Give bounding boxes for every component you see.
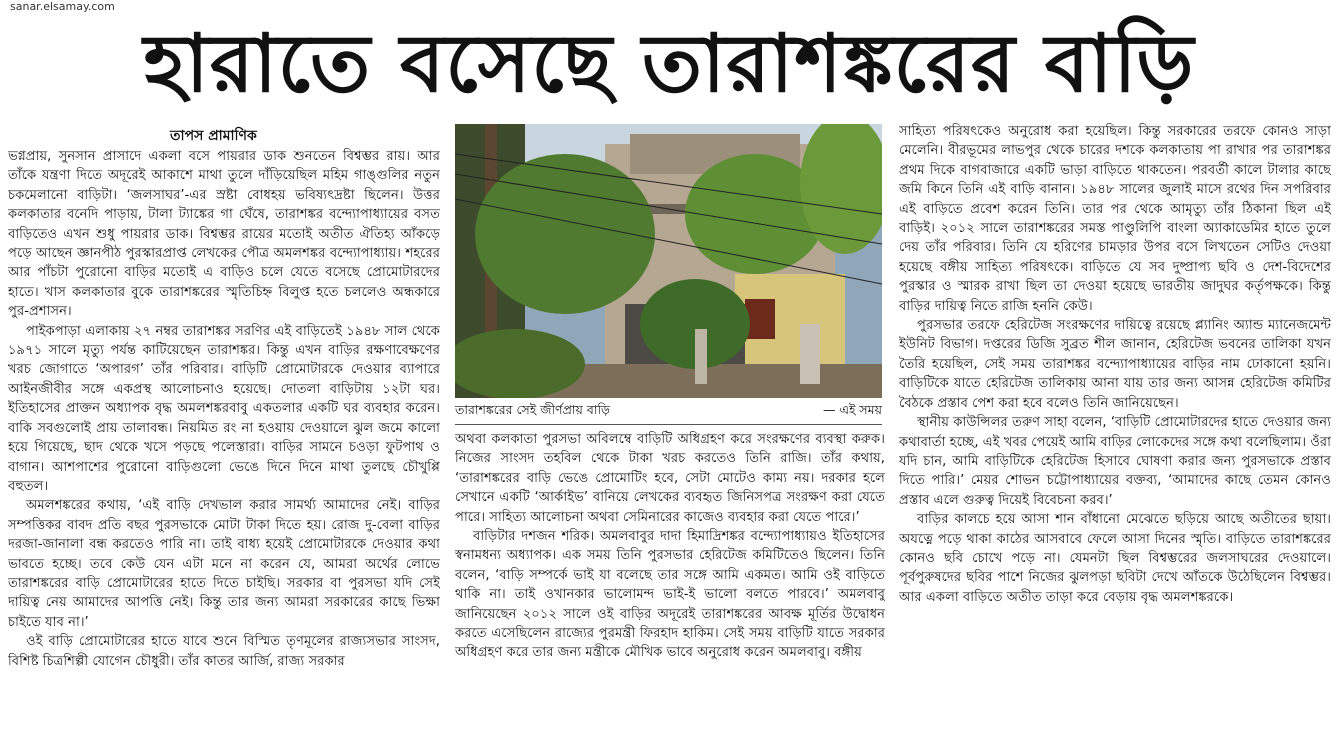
paragraph: সাহিত্য পরিষৎকেও অনুরোধ করা হয়েছিল। কিন্তু সরকারের তরফে কোনও সাড়া মেলেনি। বীরভূমের লাভপুর থেকে চারের দশকে কলকাতায় পা রাখার পর তারাশঙ্কর প্রথম দিকে বাগবাজারে একটি ভাড়া বাড়িতে থাকতেন। পরবর্তী কালে টালার কাছে জমি কিনে তিনি এই বাড়ি বানান। ১৯৪৮ সালের জুলাই মাসে রথের দিন সপরিবার এই বাড়িতে প্রবেশ করেন তিনি। তার পর থেকে আমৃত্যু তাঁর ঠিকানা ছিল এই বাড়িই। ২০১২ সালে তারাশঙ্করের সমস্ত পাণ্ডুলিপি বাংলা অ্যাকাডেমির হাতে তুলে দেয় তাঁর পরিবার। তিনি যে হরিণের চামড়ার উপর বসে লিখতেন সেটিও দেওয়া হয়েছে বঙ্গীয় সাহিত্য পরিষৎকে। বাড়িতে যে সব দুষ্প্রাপ্য ছবি ও দেশ-বিদেশের পুরস্কার ও স্মারক রাখা ছিল তা দেওয়া হয়েছে ভারতীয় জাদুঘর কর্তৃপক্ষকে। কিন্তু বাড়ির দায়িত্ব নিতে রাজি হননি কেউ।: [899, 124, 1331, 314]
site-url: sanar.elsamay.com: [10, 0, 115, 13]
photo-caption: [455, 402, 882, 422]
headline: হারাতে বসেছে তারাশঙ্করের বাড়ি: [143, 17, 1195, 110]
paragraph: বাড়ির কালচে হয়ে আসা শান বাঁধানো মেঝেতে ছড়িয়ে আছে অতীতের ছায়া। অযত্নে পড়ে থাকা কাঠের আসবাবে ফেলে আসা দিনের স্মৃতি। বাড়িতে তারাশঙ্করের কোনও ছবি চোখে পড়ে না। যেমনটা ছিল বিশ্বম্ভরের জলসাঘরের দেওয়ালে। পূর্বপুরুষদের ছবির পাশে নিজের ঝুলপড়া ছবিটা দেখে আঁতকে উঠেছিলেন বিশ্বম্ভর। আর একলা বাড়িতে অতীত তাড়া করে বেড়ায় বৃদ্ধ অমলশঙ্করকে।: [899, 512, 1331, 605]
paragraph: বাড়িটার দশজন শরিক। অমলবাবুর দাদা হিমাদ্রিশঙ্কর বন্দ্যোপাধ্যায়ও ইতিহাসের স্বনামধন্য অধ্যাপক। এক সময় তিনি পুরসভার হেরিটেজ কমিটিতেও ছিলেন। তিনি বলেন, ‘বাড়ি সম্পর্কে ভাই যা বলেছে তার সঙ্গে আমি একমত। আমি ওই বাড়িতে থাকি না। তাই ওখানকার ভালোমন্দ ভাই-ই ভালো বলতে পারবে।’ অমলবাবু জানিয়েছেন ২০১২ সালে ওই বাড়ির অদূরেই তারাশঙ্করের আবক্ষ মূর্তির উদ্বোধন করতে এসেছিলেন রাজ্যের পুরমন্ত্রী ফিরহাদ হাকিম। সেই সময় বাড়িটি যাতে সরকার অধিগ্রহণ করে তার জন্য মন্ত্রীকে মৌখিক ভাবে অনুরোধ করেন অমলবাবু। বঙ্গীয়: [455, 529, 885, 661]
paragraph: পাইকপাড়া এলাকায় ২৭ নম্বর তারাশঙ্কর সরণির এই বাড়িতেই ১৯৪৮ সাল থেকে ১৯৭১ সালে মৃত্যু পর্যন্ত কাটিয়েছেন তারাশঙ্কর। কিন্তু এখন বাড়ির রক্ষণাবেক্ষণের খরচ জোগাতে ‘অপারগ’ তাঁর পরিবার। বাড়িটি প্রোমোটারকে দেওয়ার ব্যাপারে আইনজীবীর সঙ্গে একপ্রস্থ আলোচনাও হয়েছে। দোতলা বাড়িটায় ১২টা ঘর। ইতিহাসের প্রাক্তন অধ্যাপক বৃদ্ধ অমলশঙ্করবাবু একতলার একটি ঘর ব্যবহার করেন। বাকি সবগুলোই প্রায় তালাবন্ধ। নিয়মিত রং না হওয়ায় দেওয়ালে ঝুল জমে কালো হয়ে গিয়েছে, ছাদ থেকে খসে পড়ছে পলেস্তারা। বাড়ির সামনে চওড়া ফুটপাথ ও বাগান। আশপাশের পুরোনো বাড়িগুলো ভেঙে দিনে দিনে মাথা তুলছে চৌখুপ্পি বহুতল।: [8, 323, 440, 494]
paragraph: পুরসভার তরফে হেরিটেজ সংরক্ষণের দায়িত্বে রয়েছে প্ল্যানিং অ্যান্ড ম্যানেজমেন্ট ইউনিট বিভাগ। দপ্তরের ডিজি সুব্রত শীল জানান, হেরিটেজ ভবনের তালিকা যখন তৈরি হয়েছিল, সেই সময় তারাশঙ্কর বন্দ্যোপাধ্যায়ের বাড়ির নাম ঢোকানো হয়নি। বাড়িটিকে যাতে হেরিটেজ তালিকায় আনা যায় তার জন্য আসন্ন হেরিটেজ কমিটির বৈঠকে প্রস্তাব পেশ করা হবে বলেও তিনি জানিয়েছেন।: [899, 318, 1331, 411]
paragraph: অমলশঙ্করের কথায়, ‘এই বাড়ি দেখভাল করার সামর্থ্য আমাদের নেই। বাড়ির সম্পত্তিকর বাবদ প্রতি বছর পুরসভাকে মোটা টাকা দিতে হয়। রোজ দু-বেলা বাড়ির দরজা-জানালা বন্ধ করতেও পারি না। তাই বাধ্য হয়েই প্রোমোটারকে দেওয়ার কথা ভাবতে হচ্ছে। তবে কেউ যেন এটা মনে না করেন যে, আমরা অর্থের লোভে তারাশঙ্করের বাড়ি প্রোমোটারের হাতে দিতে চাইছি। সরকার বা পুরসভা যদি সেই দায়িত্ব নেয় আমাদের আপত্তি নেই। কিন্তু তার জন্য আমরা সরকারের কাছে ভিক্ষা চাইতে যাব না।’: [8, 498, 440, 630]
caption-divider: [455, 424, 882, 425]
caption-text: তারাশঙ্করের সেই জীর্ণপ্রায় বাড়ি: [455, 402, 610, 417]
column-1: [8, 147, 440, 738]
house-photo: [455, 124, 882, 398]
column-3: [899, 122, 1331, 738]
caption-credit: — এই সময়: [822, 402, 882, 417]
paragraph: স্থানীয় কাউন্সিলর তরুণ সাহা বলেন, ‘বাড়িটি প্রোমোটারদের হাতে দেওয়ার জন্য কথাবার্তা হচ্ছে, এই খবর পেয়েই আমি বাড়ির লোকেদের সঙ্গে কথা বলেছিলাম। ওঁরা যদি চান, আমি বাড়িটিকে হেরিটেজ হিসাবে ঘোষণা করার জন্য পুরসভাকে প্রস্তাব দিতে পারি।’ মেয়র শোভন চট্টোপাধ্যায়ের বক্তব্য, ‘আমাদের কাছে তেমন কোনও প্রস্তাব এলে গুরুত্ব দিয়েই বিবেচনা করব।’: [899, 415, 1331, 508]
byline: তাপস প্রামাণিক: [170, 128, 257, 144]
paragraph: অথবা কলকাতা পুরসভা অবিলম্বে বাড়িটি অধিগ্রহণ করে সংরক্ষণের ব্যবস্থা করুক। নিজের সাংসদ তহবিল থেকে টাকা খরচ করতেও তিনি রাজি। তাঁর কথায়, ‘তারাশঙ্করের বাড়ি ভেঙে প্রোমোটিং হবে, সেটা মোটেও কাম্য নয়। দরকার হলে সেখানে একটি ‘আর্কাইভ’ বানিয়ে লেখকের ব্যবহৃত জিনিসপত্র সংরক্ষণ করা যেতে পারে। সাহিত্য আলোচনা অথবা সেমিনারের কাজেও ব্যবহার করা যেতে পারে।’: [455, 432, 885, 525]
paragraph: ওই বাড়ি প্রোমোটারের হাতে যাবে শুনে বিস্মিত তৃণমূলের রাজ্যসভার সাংসদ, বিশিষ্ট চিত্রশিল্পী যোগেন চৌধুরী। তাঁর কাতর আর্জি, রাজ্য সরকার: [8, 634, 440, 669]
paragraph: ভগ্নপ্রায়, সুনসান প্রাসাদে একলা বসে পায়রার ডাক শুনতেন বিশ্বম্ভর রায়। আর তাঁকে যন্ত্রণা দিতে অদূরেই আকাশে মাথা তুলে দাঁড়িয়েছিল মহিম গাঙ্গুলির নতুন চকমেলানো বাড়িটা। ‘জলসাঘর’-এর স্রষ্টা বোধহয় ভবিষ্যৎদ্রষ্টা ছিলেন। উত্তর কলকাতার বনেদি পাড়ায়, টালা ট্যাঙ্কের গা ঘেঁষে, তারাশঙ্কর বন্দ্যোপাধ্যায়ের বসত বাড়িতেও এখন শুধু পায়রার ডাক। বিশ্বম্ভর রায়ের মতোই অতীত ঐতিহ্য আঁকড়ে পড়ে আছেন জ্ঞানপীঠ পুরস্কারপ্রাপ্ত লেখকের পৌত্র অমলশঙ্কর বন্দ্যোপাধ্যায়। শহরের আর পাঁচটা পুরোনো বাড়ির মতোই এ বাড়িও চলে যেতে বসেছে প্রোমোটারদের হাতে। খাস কলকাতার বুকে তারাশঙ্করের স্মৃতিচিহ্ন বিলুপ্ত হতে চললেও অন্ধকারে পুর-প্রশাসন।: [8, 149, 440, 320]
column-2: [455, 430, 885, 738]
